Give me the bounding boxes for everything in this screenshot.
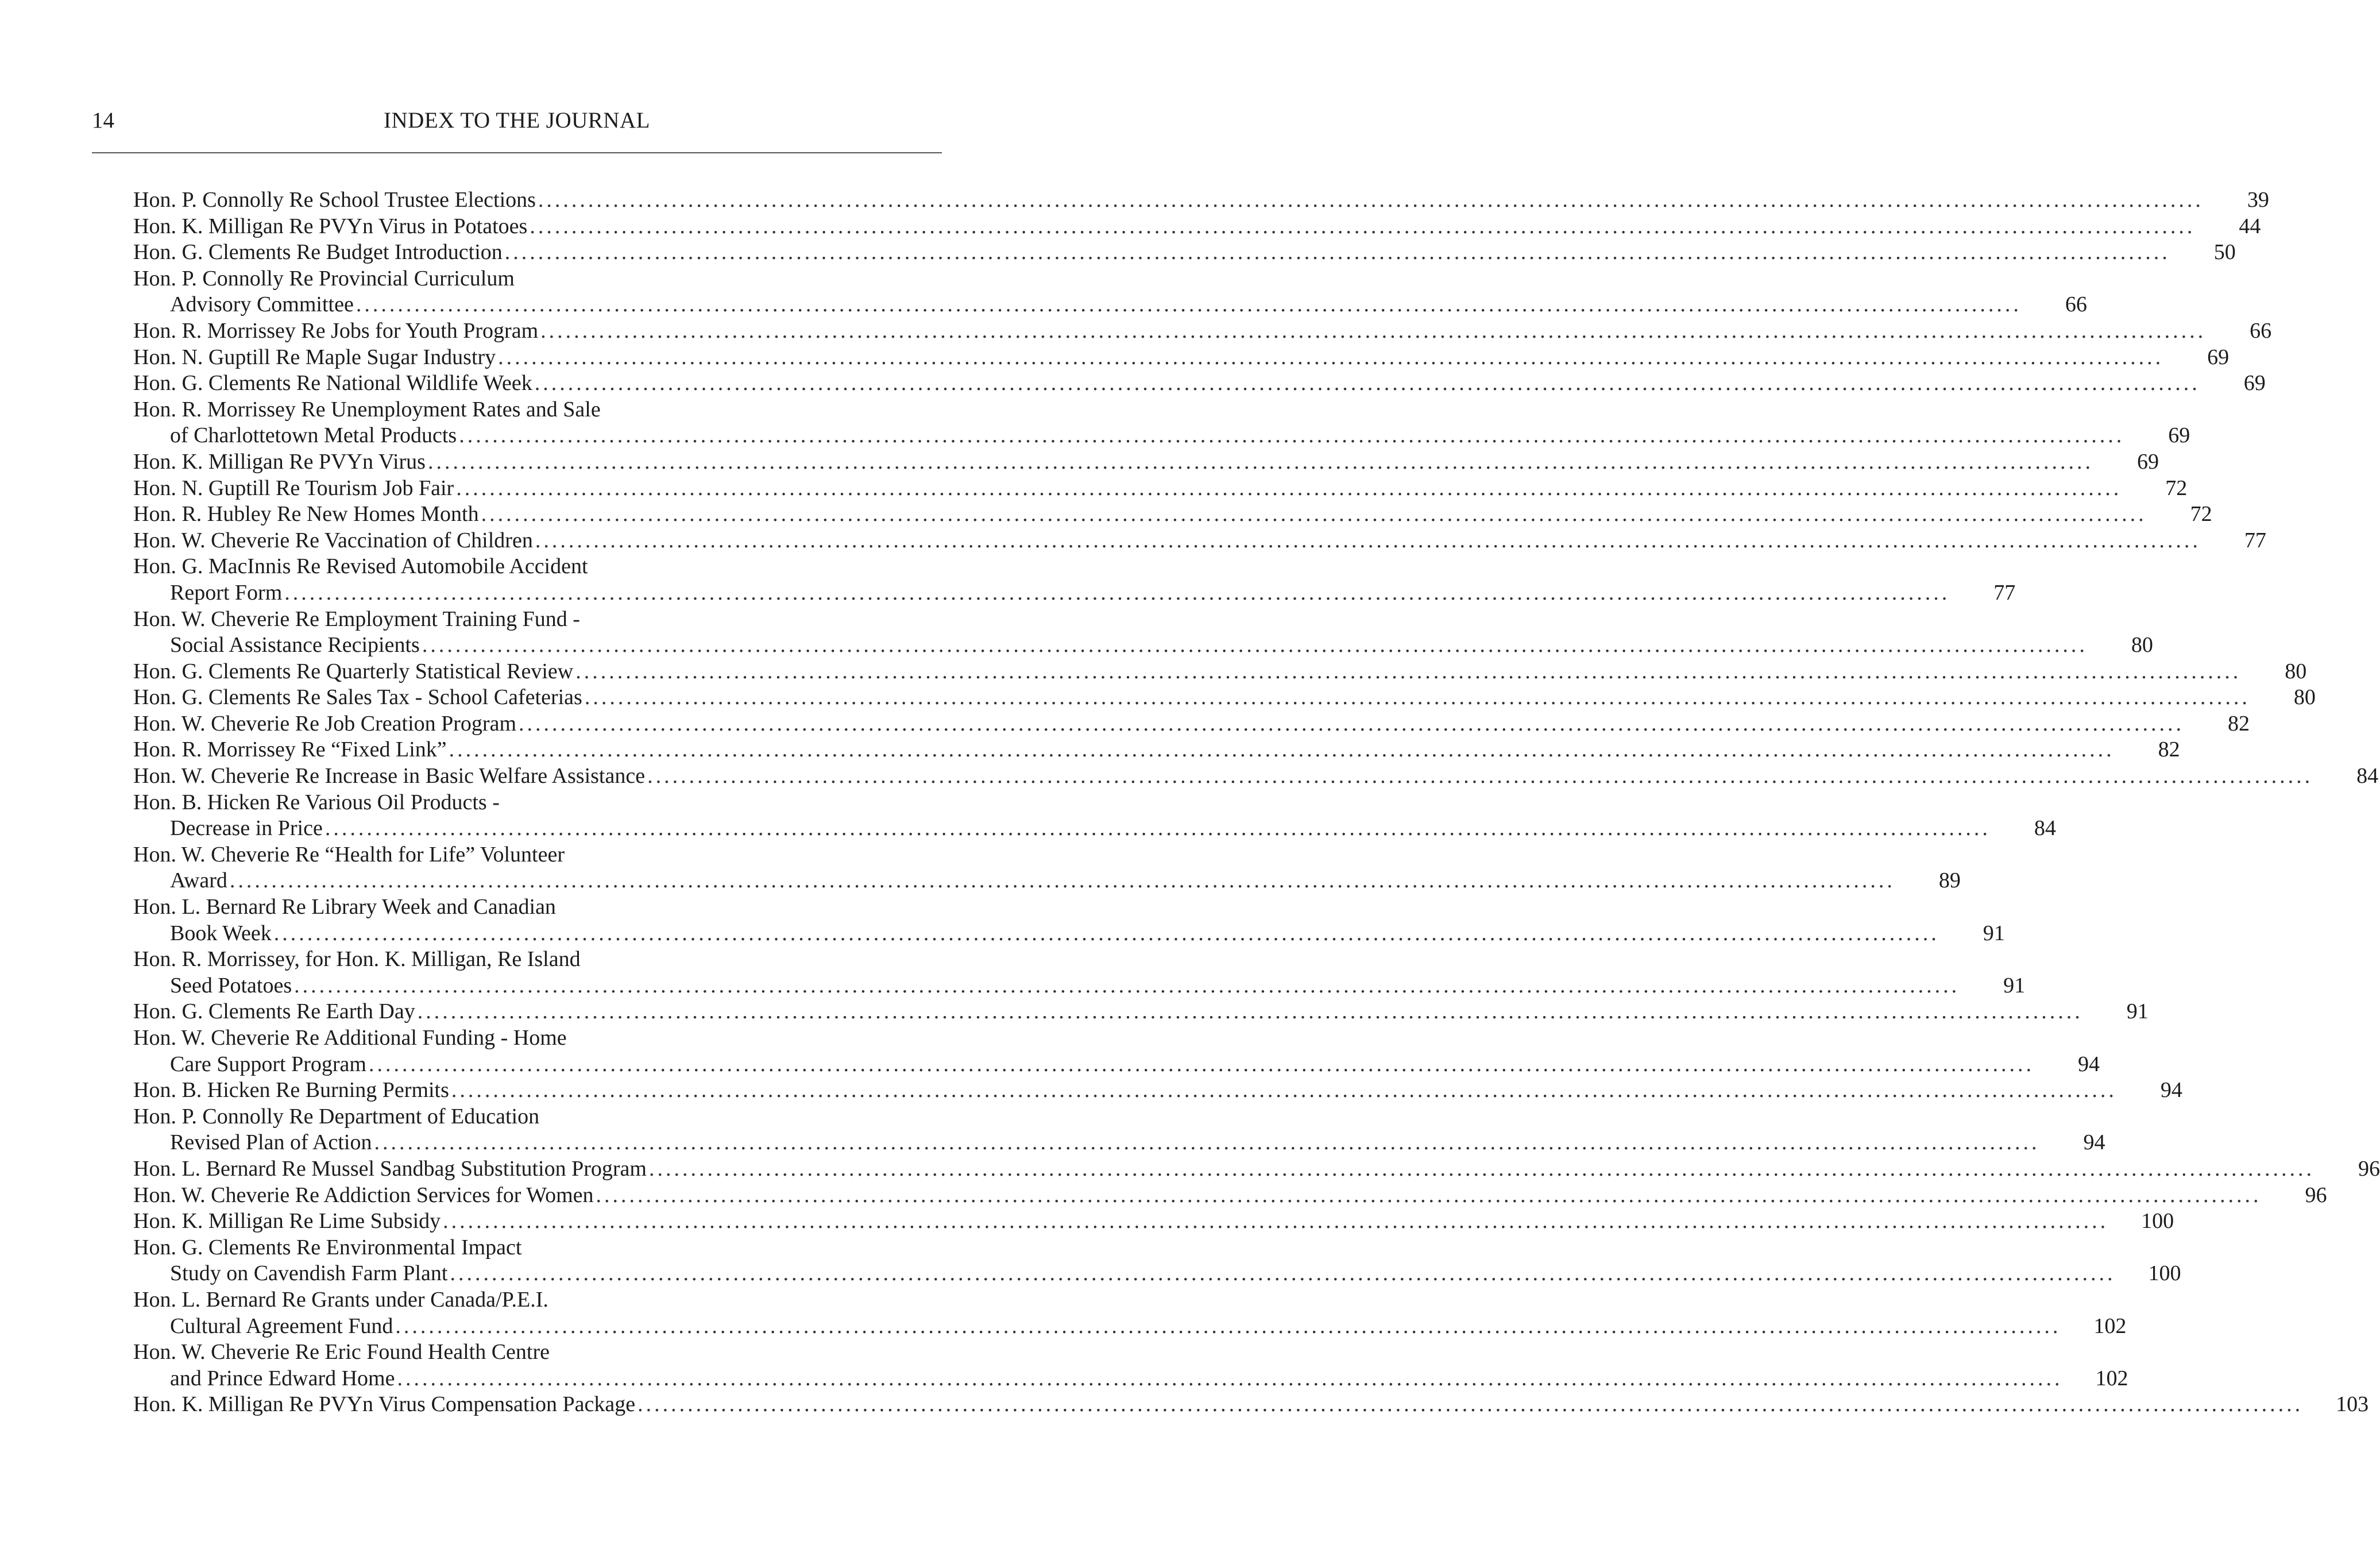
entry-page-number: 69	[2168, 423, 2190, 448]
dot-leader: ........................................................................................................................................................................................................	[540, 318, 2207, 343]
entry-text: Hon. W. Cheverie Re Vaccination of Children	[133, 528, 533, 553]
dot-leader: ........................................................................................................................................................................................................	[538, 188, 2204, 212]
entry-line	[133, 528, 2266, 554]
entry-text: Hon. R. Morrissey Re Jobs for Youth Program	[133, 318, 539, 343]
entry-text: Hon. R. Hubley Re New Homes Month	[133, 502, 479, 527]
entry-text: Hon. P. Connolly Re School Trustee Elections	[133, 188, 536, 212]
entry-text: Hon. W. Cheverie Re Additional Funding - Home	[133, 1026, 567, 1050]
index-entry	[133, 1208, 2174, 1235]
dot-leader: ........................................................................................................................................................................................................	[356, 292, 2022, 317]
entry-page-number: 69	[2207, 345, 2230, 369]
dot-leader: ........................................................................................................................................................................................................	[584, 685, 2250, 710]
entry-text: Hon. G. Clements Re National Wildlife Week	[133, 371, 532, 396]
dot-leader: ........................................................................................................................................................................................................	[374, 1130, 2040, 1155]
entry-page-number: 91	[1983, 921, 2005, 945]
index-entry	[133, 501, 2212, 528]
entry-page-number: 82	[2228, 711, 2250, 736]
dot-leader: ........................................................................................................................................................................................................	[427, 449, 2093, 474]
entry-text: Advisory Committee	[170, 292, 354, 317]
entry-page-number: 89	[1938, 868, 1961, 893]
entry-page-number: 100	[2148, 1261, 2181, 1286]
index-entry	[133, 528, 2266, 554]
entry-continuation-line	[133, 423, 2190, 449]
entry-page-number: 102	[2095, 1366, 2128, 1390]
entry-line	[133, 318, 2272, 345]
index-entry	[133, 345, 2230, 371]
entry-continuation-line	[133, 580, 2016, 606]
index-entry	[133, 999, 2149, 1025]
dot-leader: ........................................................................................................................................................................................................	[284, 580, 1950, 605]
entry-continuation-line	[133, 1261, 2181, 1287]
entry-line	[133, 1077, 2182, 1104]
page-header	[92, 105, 942, 137]
dot-leader: ........................................................................................................................................................................................................	[534, 371, 2200, 396]
entry-text: Hon. G. Clements Re Environmental Impact	[133, 1235, 522, 1259]
entry-page-number: 84	[2356, 764, 2379, 789]
index-entry	[133, 1025, 2100, 1077]
entry-text: Study on Cavendish Farm Plant	[170, 1261, 448, 1286]
entry-continuation-line	[133, 973, 2026, 999]
running-title: INDEX TO THE JOURNAL	[384, 108, 650, 133]
entry-line	[133, 685, 2316, 711]
index-entry	[133, 1156, 2380, 1183]
entry-line	[133, 476, 2188, 502]
entry-text: Award	[170, 868, 227, 893]
index-entry	[133, 790, 2056, 842]
index-entry	[133, 397, 2190, 449]
entry-page-number: 102	[2093, 1313, 2127, 1338]
dot-leader: ........................................................................................................................................................................................................	[481, 502, 2147, 527]
dot-leader: ........................................................................................................................................................................................................	[229, 868, 1895, 893]
entry-text: Hon. W. Cheverie Re Eric Found Health Centre	[133, 1340, 550, 1365]
index-entry	[133, 370, 2266, 397]
entry-line	[133, 397, 952, 423]
entry-text: Hon. W. Cheverie Re Job Creation Program	[133, 711, 517, 736]
entry-line	[133, 946, 952, 973]
entry-text: Hon. R. Morrissey Re Unemployment Rates and Sale	[133, 397, 601, 422]
index-entry	[133, 1077, 2182, 1104]
entry-page-number: 96	[2358, 1156, 2380, 1181]
entry-page-number: 82	[2158, 737, 2180, 762]
entry-page-number: 96	[2305, 1183, 2327, 1207]
dot-leader: ........................................................................................................................................................................................................	[596, 1183, 2262, 1207]
entry-text: and Prince Edward Home	[170, 1366, 395, 1390]
entry-line	[133, 1104, 952, 1130]
dot-leader: ........................................................................................................................................................................................................	[294, 973, 1960, 998]
entry-line	[133, 345, 2230, 371]
dot-leader: ........................................................................................................................................................................................................	[498, 345, 2164, 369]
index-entry	[133, 842, 1961, 894]
dot-leader: ........................................................................................................................................................................................................	[647, 764, 2313, 789]
dot-leader: ........................................................................................................................................................................................................	[450, 1261, 2116, 1286]
index-entry	[133, 554, 2016, 606]
entry-text: Cultural Agreement Fund	[170, 1313, 393, 1338]
entry-text: Hon. P. Connolly Re Department of Education	[133, 1104, 540, 1129]
entry-text: Hon. K. Milligan Re Lime Subsidy	[133, 1209, 441, 1234]
entry-line	[133, 1156, 2380, 1183]
entry-line	[133, 737, 2180, 763]
index-entry	[133, 1287, 2127, 1339]
entry-continuation-line	[133, 1366, 2128, 1392]
dot-leader: ........................................................................................................................................................................................................	[575, 659, 2242, 683]
dot-leader: ........................................................................................................................................................................................................	[648, 1156, 2315, 1181]
entry-continuation-line	[133, 632, 2153, 659]
entry-page-number: 94	[2160, 1078, 2182, 1103]
index-entry	[133, 187, 2269, 214]
entry-page-number: 94	[2077, 1052, 2100, 1076]
entry-line	[133, 842, 952, 868]
page-number: 14	[92, 108, 114, 133]
dot-leader: ........................................................................................................................................................................................................	[456, 476, 2122, 500]
entry-text: Hon. G. Clements Re Earth Day	[133, 999, 415, 1024]
entry-text: of Charlottetown Metal Products	[170, 423, 457, 448]
entry-continuation-line	[133, 1130, 2105, 1156]
entry-page-number: 80	[2285, 659, 2307, 683]
entry-page-number: 72	[2165, 476, 2188, 500]
entry-page-number: 69	[2243, 371, 2266, 396]
entry-line	[133, 763, 2379, 790]
entry-text: Hon. G. Clements Re Budget Introduction	[133, 240, 503, 265]
index-entry	[133, 239, 2236, 266]
entry-page-number: 39	[2247, 188, 2269, 212]
entry-line	[133, 239, 2236, 266]
index-entry	[133, 711, 2250, 737]
entry-page-number: 44	[2239, 214, 2261, 238]
entry-text: Book Week	[170, 921, 272, 945]
header-rule	[92, 152, 942, 153]
entry-page-number: 77	[1993, 580, 2016, 605]
entry-line	[133, 790, 952, 816]
index-entries	[133, 187, 2380, 1418]
dot-leader: ........................................................................................................................................................................................................	[417, 999, 2083, 1024]
entry-text: Hon. W. Cheverie Re Increase in Basic Welfare Assistance	[133, 764, 646, 789]
entry-text: Social Assistance Recipients	[170, 633, 420, 658]
index-entry	[133, 659, 2307, 685]
entry-line	[133, 1235, 952, 1261]
entry-text: Report Form	[170, 580, 283, 605]
entry-line	[133, 1208, 2174, 1235]
entry-text: Hon. W. Cheverie Re Addiction Services for Women	[133, 1183, 594, 1207]
entry-continuation-line	[133, 292, 2087, 318]
entry-text: Care Support Program	[170, 1052, 366, 1076]
dot-leader: ........................................................................................................................................................................................................	[368, 1052, 2034, 1076]
entry-text: Hon. G. Clements Re Sales Tax - School Cafeterias	[133, 685, 582, 710]
dot-leader: ........................................................................................................................................................................................................	[504, 240, 2170, 265]
entry-line	[133, 449, 2159, 476]
entry-page-number: 94	[2083, 1130, 2105, 1155]
entry-continuation-line	[133, 868, 1961, 894]
dot-leader: ........................................................................................................................................................................................................	[397, 1366, 2063, 1390]
entry-text: Seed Potatoes	[170, 973, 292, 998]
dot-leader: ........................................................................................................................................................................................................	[324, 816, 1991, 841]
entry-continuation-line	[133, 1313, 2127, 1340]
entry-line	[133, 554, 952, 580]
dot-leader: ........................................................................................................................................................................................................	[422, 633, 2088, 658]
entry-text: Hon. G. MacInnis Re Revised Automobile Accident	[133, 554, 588, 579]
entry-text: Hon. B. Hicken Re Various Oil Products -	[133, 790, 500, 814]
dot-leader: ........................................................................................................................................................................................................	[459, 423, 2125, 448]
entry-text: Hon. R. Morrissey, for Hon. K. Milligan, Re Island	[133, 947, 581, 972]
entry-line	[133, 501, 2212, 528]
entry-line	[133, 1287, 952, 1313]
index-entry	[133, 737, 2180, 763]
entry-continuation-line	[133, 816, 2056, 842]
dot-leader: ........................................................................................................................................................................................................	[638, 1392, 2304, 1417]
entry-line	[133, 1025, 952, 1052]
entry-text: Hon. K. Milligan Re PVYn Virus in Potatoes	[133, 214, 528, 238]
entry-line	[133, 606, 952, 633]
entry-line	[133, 214, 2261, 240]
entry-text: Hon. W. Cheverie Re “Health for Life” Volunteer	[133, 842, 565, 867]
entry-line	[133, 187, 2269, 214]
entry-page-number: 80	[2293, 685, 2316, 710]
index-entry	[133, 606, 2153, 659]
entry-page-number: 100	[2141, 1209, 2174, 1234]
entry-page-number: 91	[2003, 973, 2026, 998]
entry-page-number: 66	[2065, 292, 2087, 317]
index-entry	[133, 1339, 2128, 1392]
dot-leader: ........................................................................................................................................................................................................	[519, 711, 2185, 736]
entry-page-number: 80	[2131, 633, 2153, 658]
entry-line	[133, 894, 952, 921]
index-entry	[133, 1392, 2369, 1418]
index-entry	[133, 685, 2316, 711]
entry-text: Hon. N. Guptill Re Tourism Job Fair	[133, 476, 454, 500]
entry-line	[133, 1392, 2369, 1418]
index-entry	[133, 1183, 2327, 1209]
index-entry	[133, 1104, 2105, 1156]
entry-line	[133, 266, 952, 292]
entry-page-number: 77	[2244, 528, 2266, 553]
index-entry	[133, 449, 2159, 476]
index-entry	[133, 946, 2026, 999]
dot-leader: ........................................................................................................................................................................................................	[535, 528, 2201, 553]
dot-leader: ........................................................................................................................................................................................................	[451, 1078, 2117, 1103]
index-entry	[133, 1235, 2181, 1287]
entry-text: Decrease in Price	[170, 816, 323, 841]
dot-leader: ........................................................................................................................................................................................................	[273, 921, 1939, 945]
entry-text: Revised Plan of Action	[170, 1130, 372, 1155]
dot-leader: ........................................................................................................................................................................................................	[443, 1209, 2109, 1234]
dot-leader: ........................................................................................................................................................................................................	[395, 1313, 2061, 1338]
entry-text: Hon. W. Cheverie Re Employment Training Fund -	[133, 606, 580, 631]
entry-text: Hon. B. Hicken Re Burning Permits	[133, 1078, 449, 1103]
entry-text: Hon. K. Milligan Re PVYn Virus	[133, 449, 426, 474]
index-entry	[133, 763, 2379, 790]
entry-page-number: 50	[2213, 240, 2236, 265]
entry-page-number: 84	[2034, 816, 2056, 841]
index-entry	[133, 894, 2005, 946]
entry-page-number: 66	[2250, 318, 2272, 343]
entry-continuation-line	[133, 921, 2005, 947]
entry-text: Hon. L. Bernard Re Library Week and Canadian	[133, 895, 556, 919]
dot-leader: ........................................................................................................................................................................................................	[530, 214, 2196, 238]
entry-line	[133, 711, 2250, 737]
index-entry	[133, 266, 2087, 318]
entry-text: Hon. L. Bernard Re Mussel Sandbag Substitution Program	[133, 1156, 647, 1181]
entry-text: Hon. P. Connolly Re Provincial Curriculum	[133, 266, 515, 291]
index-entry	[133, 318, 2272, 345]
entry-line	[133, 999, 2149, 1025]
entry-page-number: 91	[2126, 999, 2149, 1024]
entry-continuation-line	[133, 1052, 2100, 1078]
entry-text: Hon. R. Morrissey Re “Fixed Link”	[133, 737, 447, 762]
index-entry	[133, 214, 2261, 240]
entry-text: Hon. N. Guptill Re Maple Sugar Industry	[133, 345, 496, 369]
entry-text: Hon. L. Bernard Re Grants under Canada/P.E.I.	[133, 1287, 548, 1312]
entry-page-number: 72	[2190, 502, 2212, 527]
entry-text: Hon. K. Milligan Re PVYn Virus Compensation Package	[133, 1392, 636, 1417]
entry-line	[133, 1339, 952, 1366]
dot-leader: ........................................................................................................................................................................................................	[449, 737, 2115, 762]
entry-line	[133, 659, 2307, 685]
entry-text: Hon. G. Clements Re Quarterly Statistical Review	[133, 659, 574, 683]
entry-line	[133, 370, 2266, 397]
entry-page-number: 69	[2136, 449, 2159, 474]
entry-page-number: 103	[2336, 1392, 2369, 1417]
index-entry	[133, 476, 2188, 502]
entry-line	[133, 1183, 2327, 1209]
